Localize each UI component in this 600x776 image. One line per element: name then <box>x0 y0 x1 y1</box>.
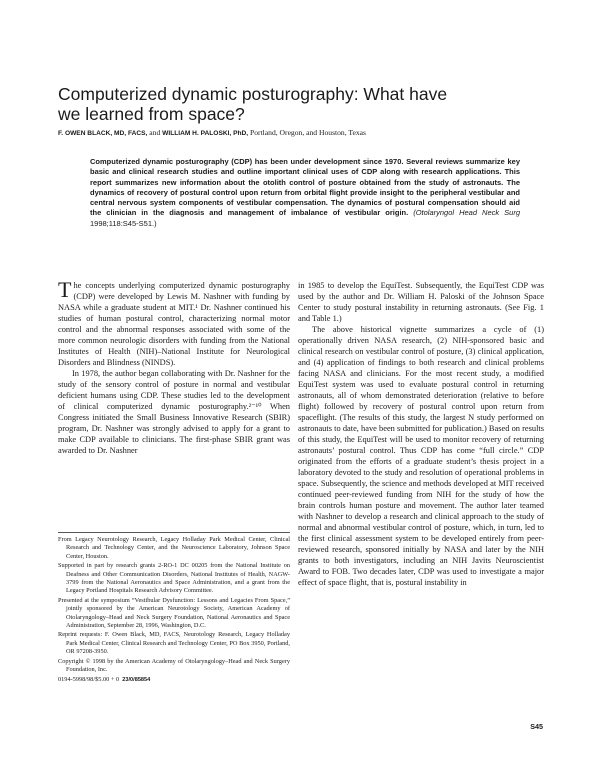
body-column-right <box>298 280 544 588</box>
title-line-1: Computerized dynamic posturography: What have <box>58 84 448 104</box>
footnote-presented: Presented at the symposium “Vestibular Dysfunction: Lessons and Legacies From Space,” jointly sponsored by the American Neurotology Society, American Academy of Otolaryngology–Head and Neck Surgery Foundation, National Aeronautics and Space Administration, September 28, 1996, Washington, D.C. <box>58 596 290 630</box>
author-line <box>58 128 558 139</box>
footnote-issn <box>58 676 290 684</box>
issn-code: 0194-5998/98/$5.00 + 0 <box>58 675 120 683</box>
body-paragraph: in 1985 to develop the EquiTest. Subsequently, the EquiTest CDP was used by the author and Dr. William H. Paloski of the Johnson Space Center to study postural instability in returning astronauts. (See Fig. 1 and Table 1.) <box>298 281 544 323</box>
abstract-citation: (Otolaryngol Head Neck Surg <box>413 208 520 218</box>
footnote-affiliation: From Legacy Neurotology Research, Legacy Holladay Park Medical Center, Clinical Research and Technology Center, and the Neuroscience Laboratory, Johnson Space Center, Houston. <box>58 536 290 560</box>
footnote-copyright: Copyright © 1998 by the American Academy of Otolaryngology–Head and Neck Surgery Foundation, Inc. <box>58 657 290 674</box>
page-number: S45 <box>530 722 543 731</box>
body-paragraph: The above historical vignette summarizes a cycle of (1) operationally driven NASA research, (2) NIH-sponsored basic and clinical research on vestibular control of posture, (3) clinical application, and (4) application of findings to both research and clinical problems facing NASA and clinicians. For the most recent study, a modified EquiTest system was used to evaluate postural control in returning astronauts, all of whom demonstrated deterioration (relative to before flight) followed by recovery of postural control upon return from spaceflight. (The results of this study, the largest N study performed on astronauts to date, have been submitted for publication.) Based on results of this study, the EquiTest will be used to monitor recovery of returning astronauts’ postural control. Thus CDP has come “full circle.” CDP originated from the efforts of a graduate student’s thesis project in a laboratory devoted to the study and resolution of operational problems in space. Subsequently, the science and methods developed at MIT received continued peer-reviewed funding from NIH for the study of how the brain controls human posture and movement. The author later teamed with Nashner to develop a research and clinical approach to the study of normal and abnormal vestibular control of posture, which, in turn, led to the first clinical assessment system to be developed entirely from peer-reviewed research, sponsored initially by NASA and later by the NIH grants to both investigators, including an NIH Javits Neuroscientist Award to FOB. Two decades later, CDP was used to investigate a major effect of space flight, that is, postural instability in <box>298 325 544 587</box>
footnote-divider <box>58 532 290 533</box>
author-and: and <box>147 128 163 137</box>
body-paragraph <box>58 277 290 368</box>
body-paragraph: In 1978, the author began collaborating with Dr. Nashner for the study of the sensory control of posture in normal and vestibular deficient humans using CDP. These studies led to the development of clinical computerized dynamic posturography.²⁻¹⁰ When Congress initiated the Small Business Innovative Research (SBIR) program, Dr. Nashner was strongly advised to apply for a grant to make CDP available to clinicians. The first-phase SBIR grant was awarded to Dr. Nashner <box>58 369 290 455</box>
abstract <box>90 157 520 229</box>
author-location: Portland, Oregon, and Houston, Texas <box>248 128 366 137</box>
footnote-support: Supported in part by research grants 2-RO-1 DC 00205 from the National Institute on Deafness and Other Communication Disorders, National Institutes of Health, NAGW-3799 from the National Aeronautics and Space Administration, and a grant from the Legacy Portland Hospitals Research Advisory Committee. <box>58 562 290 595</box>
abstract-citation-2: 1998;118:S45-S51.) <box>90 218 157 228</box>
abstract-text: Computerized dynamic posturography (CDP) has been under development since 1970. Several reviews summarize key basic and clinical research studies and outline important clinical uses of CDP along with research applications. This report summarizes new information about the otolith control of posture obtained from the study of astronauts. The dynamics of recovery of postural control upon return from orbital flight provide insight to the peripheral vestibular and central nervous system components of vestibular compensation. The dynamics of postural compensation should aid the clinician in the diagnosis and management of imbalance of vestibular origin. <box>90 157 520 218</box>
body-column-left <box>58 277 290 456</box>
author-2-name: WILLIAM H. PALOSKI, <box>162 130 232 137</box>
footnote-reprint: Reprint requests: F. Owen Black, MD, FACS, Neurotology Research, Legacy Holladay Park Medical Center, Clinical Research and Technology Center, PO Box 3950, Portland, OR 97208-3950. <box>58 631 290 656</box>
paragraph-text: he concepts underlying computerized dynamic posturography (CDP) were developed by Lewis M. Nashner with funding by NASA while a graduate student at MIT.¹ Dr. Nashner continued his studies of human postural control, characterizing normal motor control and the abnormal responses associated with some of the more common neurologic disorders with funding from the National Institutes of Health (NIH)–National Institute for Neurological Disorders and Blindness (NINDS). <box>58 281 290 367</box>
author-1-name: F. OWEN BLACK, <box>58 130 113 137</box>
author-1-degrees: MD, FACS, <box>112 130 148 137</box>
author-2-degrees: PhD, <box>231 130 249 137</box>
footnotes <box>58 536 290 685</box>
article-code: 23/0/85854 <box>122 676 151 683</box>
drop-cap: T <box>58 277 72 302</box>
article-title <box>58 84 538 124</box>
title-line-2: we learned from space? <box>58 104 245 124</box>
